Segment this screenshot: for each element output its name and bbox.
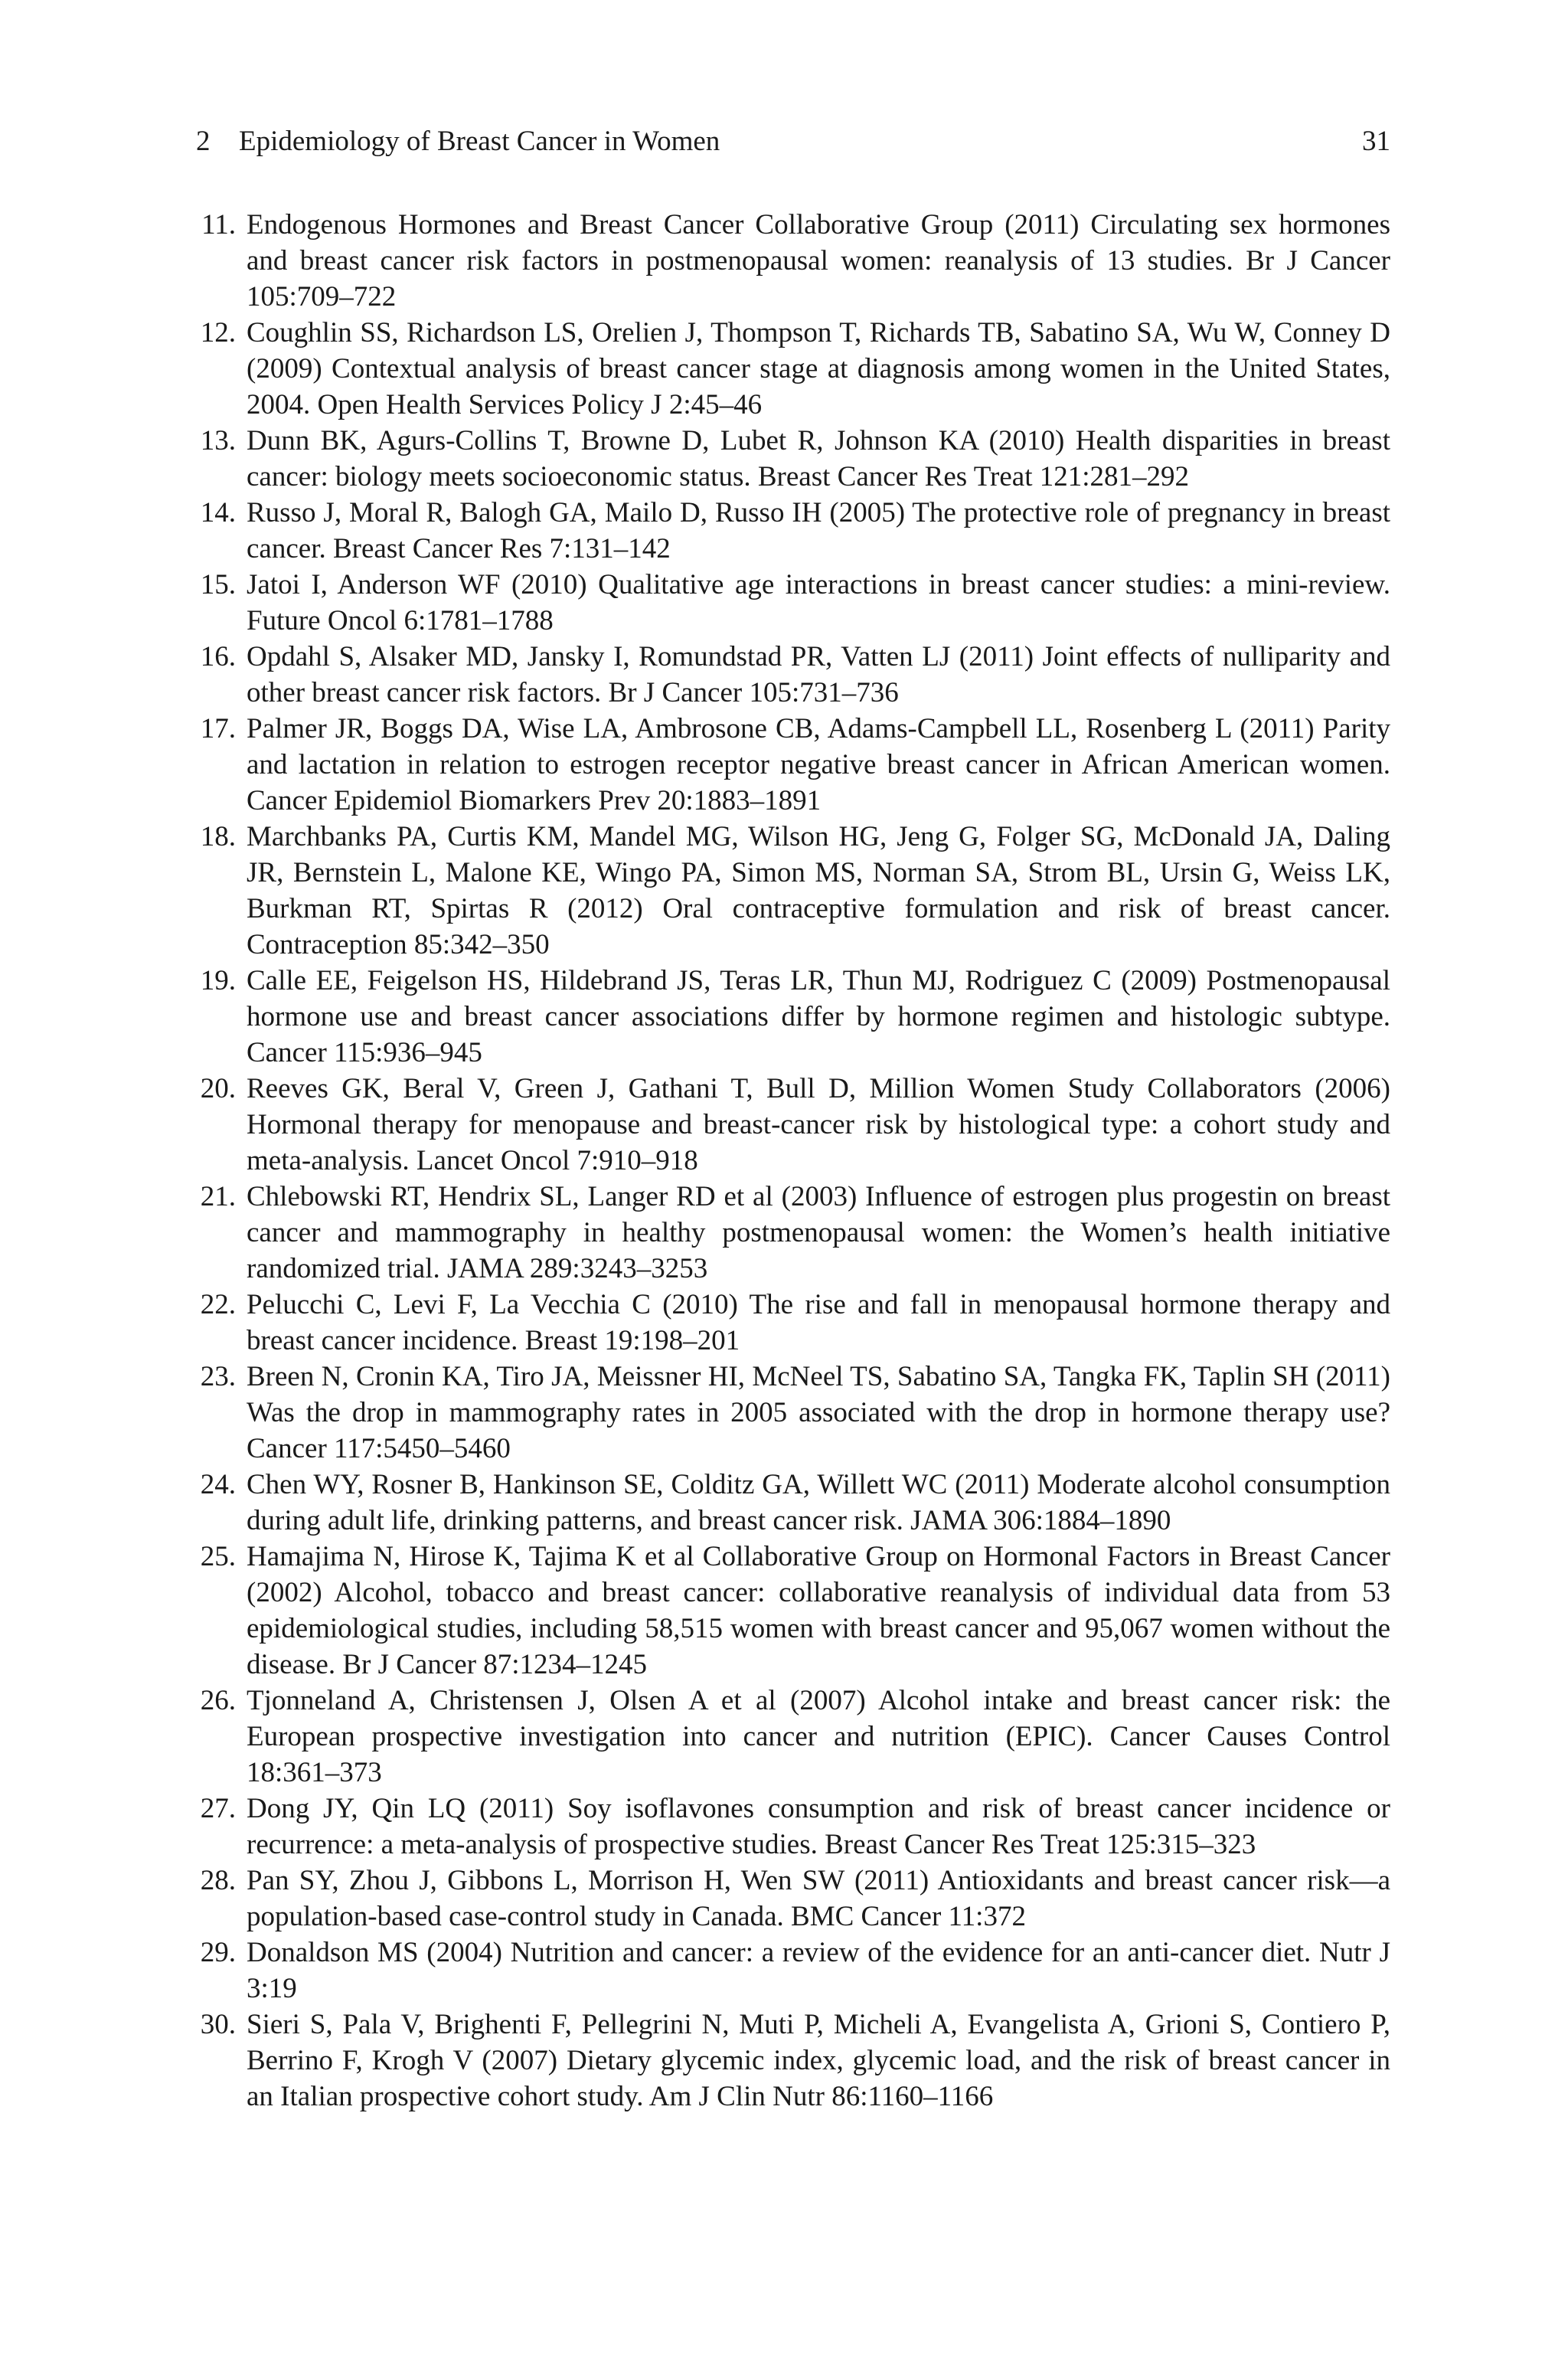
chapter-number: 2 — [196, 126, 211, 157]
reference-number: 21. — [200, 1181, 236, 1212]
reference-item — [176, 1359, 1390, 1467]
reference-item — [176, 1863, 1390, 1935]
reference-number: 14. — [200, 497, 236, 528]
reference-item — [176, 1071, 1390, 1179]
reference-text: Hamajima N, Hirose K, Tajima K et al Collaborative Group on Hormonal Factors in Breast Cancer (2002) Alcohol, tobacco and breast cancer: collaborative reanalysis of individual data from 53 epidemiological studies, including 58,515 women with breast cancer and 95,067 women without the disease. Br J Cancer 87:1234–1245 — [247, 1541, 1390, 1680]
reference-item — [176, 495, 1390, 567]
reference-text: Pan SY, Zhou J, Gibbons L, Morrison H, Wen SW (2011) Antioxidants and breast cancer risk—a population-based case-control study in Canada. BMC Cancer 11:372 — [247, 1865, 1390, 1932]
reference-text: Sieri S, Pala V, Brighenti F, Pellegrini N, Muti P, Micheli A, Evangelista A, Grioni S, Contiero P, Berrino F, Krogh V (2007) Dietary glycemic index, glycemic load, and the risk of breast cancer in an Italian prospective cohort study. Am J Clin Nutr 86:1160–1166 — [247, 2009, 1390, 2112]
reference-text: Dunn BK, Agurs-Collins T, Browne D, Lubet R, Johnson KA (2010) Health disparities in breast cancer: biology meets socioeconomic status. Breast Cancer Res Treat 121:281–292 — [247, 425, 1390, 492]
reference-item — [176, 1287, 1390, 1359]
page-number: 31 — [1362, 126, 1390, 157]
reference-text: Reeves GK, Beral V, Green J, Gathani T, Bull D, Million Women Study Collaborators (2006) Hormonal therapy for menopause and breast-cancer risk by histological type: a cohort study and meta-analysis. Lancet Oncol 7:910–918 — [247, 1073, 1390, 1176]
reference-text: Chlebowski RT, Hendrix SL, Langer RD et al (2003) Influence of estrogen plus progestin on breast cancer and mammography in healthy postmenopausal women: the Women’s health initiative randomized trial. JAMA 289:3243–3253 — [247, 1181, 1390, 1284]
reference-item — [176, 1683, 1390, 1791]
reference-item — [176, 423, 1390, 495]
reference-text: Dong JY, Qin LQ (2011) Soy isoflavones consumption and risk of breast cancer incidence or recurrence: a meta-analysis of prospective studies. Breast Cancer Res Treat 125:315–323 — [247, 1793, 1390, 1860]
reference-list — [176, 207, 1390, 2115]
reference-number: 15. — [200, 569, 236, 600]
reference-text: Pelucchi C, Levi F, La Vecchia C (2010) The rise and fall in menopausal hormone therapy and breast cancer incidence. Breast 19:198–201 — [247, 1289, 1390, 1356]
reference-number: 24. — [200, 1469, 236, 1500]
running-header — [196, 123, 1390, 161]
reference-number: 23. — [200, 1361, 236, 1392]
reference-item — [176, 1791, 1390, 1863]
chapter-title: Epidemiology of Breast Cancer in Women — [239, 126, 720, 157]
reference-number: 20. — [200, 1073, 236, 1104]
reference-text: Opdahl S, Alsaker MD, Jansky I, Romundstad PR, Vatten LJ (2011) Joint effects of nulliparity and other breast cancer risk factors. Br J Cancer 105:731–736 — [247, 641, 1390, 708]
reference-number: 22. — [200, 1289, 236, 1320]
reference-number: 27. — [200, 1793, 236, 1824]
reference-item — [176, 207, 1390, 315]
reference-text: Jatoi I, Anderson WF (2010) Qualitative age interactions in breast cancer studies: a mini-review. Future Oncol 6:1781–1788 — [247, 569, 1390, 636]
reference-item — [176, 711, 1390, 819]
reference-text: Russo J, Moral R, Balogh GA, Mailo D, Russo IH (2005) The protective role of pregnancy in breast cancer. Breast Cancer Res 7:131–142 — [247, 497, 1390, 564]
reference-text: Marchbanks PA, Curtis KM, Mandel MG, Wilson HG, Jeng G, Folger SG, McDonald JA, Daling JR, Bernstein L, Malone KE, Wingo PA, Simon MS, Norman SA, Strom BL, Ursin G, Weiss LK, Burkman RT, Spirtas R (2012) Oral contraceptive formulation and risk of breast cancer. Contraception 85:342–350 — [247, 821, 1390, 960]
reference-number: 29. — [200, 1937, 236, 1968]
reference-item — [176, 819, 1390, 963]
reference-item — [176, 639, 1390, 711]
reference-number: 26. — [200, 1685, 236, 1716]
reference-text: Coughlin SS, Richardson LS, Orelien J, Thompson T, Richards TB, Sabatino SA, Wu W, Conney D (2009) Contextual analysis of breast cancer stage at diagnosis among women in the United States, 2004. Open Health Services Policy J 2:45–46 — [247, 317, 1390, 420]
reference-item — [176, 1935, 1390, 2007]
reference-text: Calle EE, Feigelson HS, Hildebrand JS, Teras LR, Thun MJ, Rodriguez C (2009) Postmenopausal hormone use and breast cancer associations differ by hormone regimen and histologic subtype. Cancer 115:936–945 — [247, 965, 1390, 1068]
reference-item — [176, 567, 1390, 639]
reference-item — [176, 963, 1390, 1071]
reference-number: 25. — [200, 1541, 236, 1572]
reference-text: Breen N, Cronin KA, Tiro JA, Meissner HI, McNeel TS, Sabatino SA, Tangka FK, Taplin SH (2011) Was the drop in mammography rates in 2005 associated with the drop in hormone therapy use? Cancer 117:5450–5460 — [247, 1361, 1390, 1464]
reference-text: Donaldson MS (2004) Nutrition and cancer: a review of the evidence for an anti-cancer diet. Nutr J 3:19 — [247, 1937, 1390, 2004]
reference-number: 17. — [200, 713, 236, 744]
reference-number: 19. — [200, 965, 236, 996]
reference-text: Endogenous Hormones and Breast Cancer Collaborative Group (2011) Circulating sex hormones and breast cancer risk factors in postmenopausal women: reanalysis of 13 studies. Br J Cancer 105:709–722 — [247, 209, 1390, 312]
reference-text: Palmer JR, Boggs DA, Wise LA, Ambrosone CB, Adams-Campbell LL, Rosenberg L (2011) Parity and lactation in relation to estrogen receptor negative breast cancer in African American women. Cancer Epidemiol Biomarkers Prev 20:1883–1891 — [247, 713, 1390, 816]
reference-item — [176, 2007, 1390, 2115]
reference-number: 18. — [200, 821, 236, 852]
reference-number: 16. — [200, 641, 236, 672]
reference-number: 30. — [200, 2009, 236, 2040]
reference-text: Chen WY, Rosner B, Hankinson SE, Colditz GA, Willett WC (2011) Moderate alcohol consumption during adult life, drinking patterns, and breast cancer risk. JAMA 306:1884–1890 — [247, 1469, 1390, 1536]
reference-number: 13. — [200, 425, 236, 456]
reference-number: 12. — [200, 317, 236, 348]
reference-text: Tjonneland A, Christensen J, Olsen A et al (2007) Alcohol intake and breast cancer risk: the European prospective investigation into cancer and nutrition (EPIC). Cancer Causes Control 18:361–373 — [247, 1685, 1390, 1788]
reference-number: 28. — [200, 1865, 236, 1896]
reference-item — [176, 315, 1390, 423]
reference-item — [176, 1539, 1390, 1683]
reference-item — [176, 1467, 1390, 1539]
reference-number: 11. — [201, 209, 236, 240]
reference-item — [176, 1179, 1390, 1287]
